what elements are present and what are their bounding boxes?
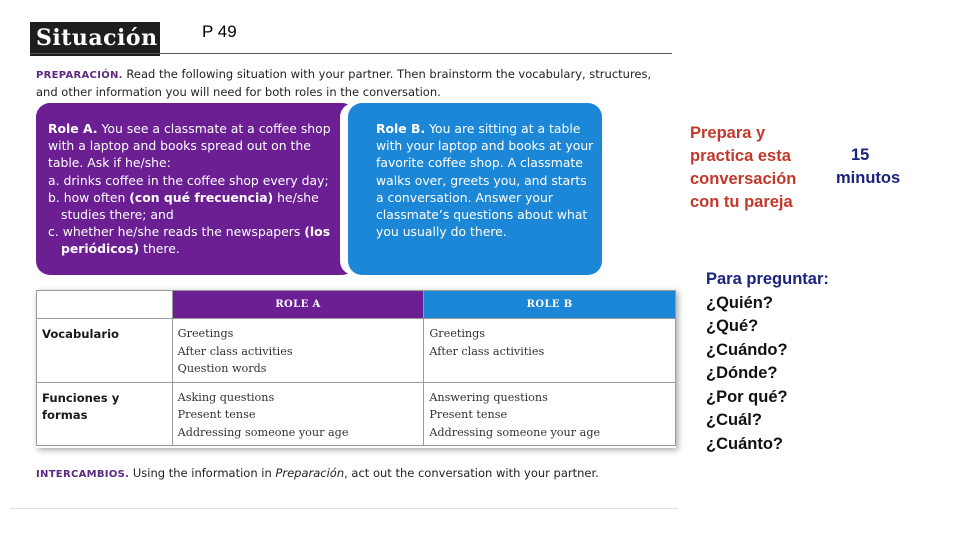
question-words-heading: Para preguntar: xyxy=(706,270,829,288)
prepara-line: conversación xyxy=(690,170,797,188)
prepara-line: Prepara y xyxy=(690,124,766,142)
bottom-divider xyxy=(10,508,678,509)
cell-line: Answering questions xyxy=(429,390,548,404)
role-a-item-b-post: he/she studies there; and xyxy=(61,189,319,223)
role-a-item-b-bold: (con qué frecuencia) xyxy=(129,189,274,205)
role-b-label: Role B. xyxy=(376,121,426,136)
question-word: ¿Cuánto? xyxy=(706,434,783,453)
cell-line: After class activities xyxy=(429,344,545,358)
table-cell xyxy=(172,382,424,446)
table-header-empty xyxy=(37,291,173,319)
table-cell xyxy=(424,319,676,383)
prepara-line: con tu pareja xyxy=(690,193,793,211)
cell-line: Present tense xyxy=(429,408,508,421)
question-word: ¿Quién? xyxy=(706,293,773,312)
role-a-item-a: a. drinks coffee in the coffee shop every day; xyxy=(48,172,329,188)
cell-line: Present tense xyxy=(177,408,256,421)
table-header-row xyxy=(37,291,676,319)
table-cell xyxy=(424,382,676,446)
preparacion-paragraph xyxy=(36,66,666,100)
section-title-box xyxy=(30,22,160,56)
role-a-item-c xyxy=(48,223,348,257)
role-a-item-c-pre: c. whether he/she reads the newspapers xyxy=(48,224,305,240)
role-a-card xyxy=(36,103,356,275)
role-a-item-c-post: there. xyxy=(139,241,180,257)
role-b-body: You are sitting at a table with your laptop and books at your favorite coffee shop. A classmate walks over, greets you, and starts a conversation. Answer your classmate’s questions about what you usually do there. xyxy=(376,121,594,240)
row-label-funciones: Funciones y formas xyxy=(37,382,173,446)
cell-line: Greetings xyxy=(177,327,234,340)
intercambios-lead: INTERCAMBIOS. xyxy=(36,469,130,480)
cell-line: After class activities xyxy=(177,344,293,358)
prepara-line: practica esta xyxy=(690,147,791,165)
preparacion-text: Read the following situation with your partner. Then brainstorm the vocabulary, structures, and other information you will need for both roles in the conversation. xyxy=(36,67,652,99)
table-row xyxy=(37,319,676,383)
roles-table xyxy=(36,290,676,446)
table-cell xyxy=(172,319,424,383)
role-a-label: Role A. xyxy=(48,121,98,136)
role-a-intro: You see a classmate at a coffee shop with a laptop and books spread out on the table. Ask if he/she: xyxy=(48,121,331,171)
role-a-item-b xyxy=(48,189,348,223)
role-a-text xyxy=(48,120,348,258)
intercambios-paragraph xyxy=(36,466,599,480)
question-word: ¿Qué? xyxy=(706,317,759,335)
cell-line: Asking questions xyxy=(177,390,275,404)
table-header-role-b: ROLE B xyxy=(424,291,676,319)
table-header-role-a: ROLE A xyxy=(172,291,424,319)
section-title: Situación xyxy=(36,25,158,51)
page-number: P 49 xyxy=(202,22,237,41)
preparacion-lead: PREPARACIÓN. xyxy=(36,70,123,81)
cell-line: Addressing someone your age xyxy=(429,425,601,439)
table-row xyxy=(37,382,676,446)
row-label-vocabulario: Vocabulario xyxy=(37,319,173,383)
minutes-number: 15 xyxy=(851,146,870,164)
role-a-item-c-bold: (los periódicos) xyxy=(61,224,331,257)
cell-line: Addressing someone your age xyxy=(177,425,349,439)
prepara-note xyxy=(690,122,796,214)
header-divider xyxy=(30,53,672,54)
role-a-item-b-pre: b. how often xyxy=(48,189,130,205)
cell-line: Question words xyxy=(177,362,267,375)
question-word: ¿Dónde? xyxy=(706,364,778,382)
cell-line: Greetings xyxy=(429,327,486,340)
question-words-list xyxy=(706,268,829,456)
question-word: ¿Por qué? xyxy=(706,387,788,406)
question-word: ¿Cuándo? xyxy=(706,340,788,359)
intercambios-pre: Using the information in xyxy=(129,466,276,480)
minutes-word: minutos xyxy=(836,169,901,187)
role-b-text xyxy=(376,120,596,240)
intercambios-post: , act out the conversation with your partner. xyxy=(344,466,599,480)
question-word: ¿Cuál? xyxy=(706,411,762,429)
intercambios-italic: Preparación xyxy=(275,466,345,480)
role-b-card xyxy=(348,103,602,275)
